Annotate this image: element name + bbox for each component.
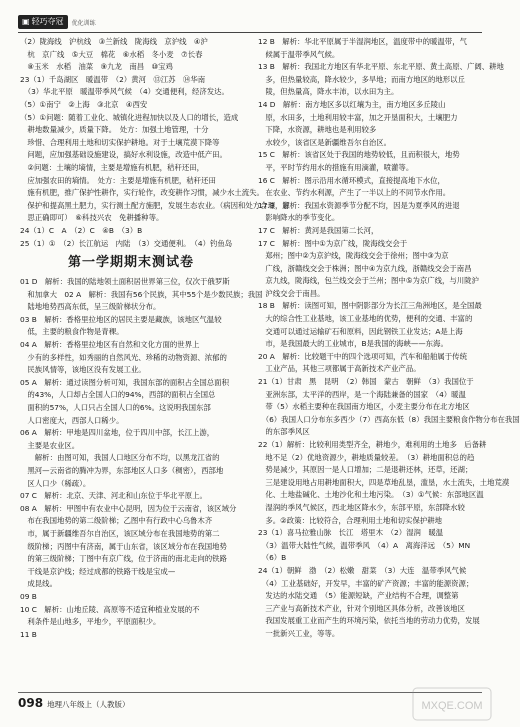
- answer-line: 解析：由图可知，我国人口地区分布不均，以黑龙江省的: [20, 453, 220, 463]
- answer-line: 07 C 解析：北京、天津、河北和山东位于华北平原上。: [20, 491, 207, 501]
- answer-line: 12 B 解析：华北平原属于半湿润地区，温度带中的暖温带，气: [258, 37, 467, 46]
- answer-line: 应加强农田的墒情。 处方：主要是增施有机肥，秸秆还田: [20, 175, 216, 185]
- answer-line: 人口密度大，西部人口稀少。: [20, 415, 124, 425]
- answer-line: 下降，水资源，耕地也是利用较多: [258, 125, 377, 135]
- footer-subject: 地理八年级上（人教版）: [47, 700, 130, 709]
- answer-line: 低，主要的粮食作物是青稞。: [20, 327, 124, 337]
- brand-logo: [18, 15, 68, 29]
- answer-line: 利条件是山地多，平地少，平原面积少。: [20, 617, 161, 627]
- answer-line: 的东部季风区: [258, 427, 310, 437]
- answer-line: 施有机肥，推广保护性耕作，实行轮作，改变耕作习惯，减少水土流失。: [20, 188, 264, 198]
- answer-line: 大的综合性工业基地，该工业基地的优势，便利的交通、丰富的: [258, 314, 473, 324]
- section-title: 第一学期期末测试卷: [67, 255, 194, 271]
- answer-line: 思正确即可） ⑥科技兴农 免耕播种等。: [20, 213, 164, 223]
- answer-line: 主要是农业区。: [20, 440, 80, 450]
- answer-line: 珍惜、合理利用土地和切实保护耕地。对于土壤荒漠下降等: [20, 137, 220, 147]
- answer-line: 一批新兴工业，等等。: [258, 628, 340, 638]
- answer-line: ②问题：土壤的墒情，主要是增施有机肥，秸秆还田，: [20, 162, 205, 172]
- answer-line: 成昆线。: [20, 579, 57, 589]
- right-answer-column: [258, 36, 520, 641]
- answer-line: 18 B 解析：读图可知，图中阴影部分为长江三角洲地区，是全国最: [258, 301, 482, 311]
- answer-line: 20 A 解析：比较题干中的四个选项可知，汽车和船舶属于传统: [258, 351, 467, 361]
- answer-line: 10 C 解析：山地丘陵、高原等不适宜种植业发展的不: [20, 604, 200, 614]
- answer-line: 面积的57%，人口只占全国人口的6%。这说明我国东部: [20, 403, 211, 413]
- answer-line: 01 D 解析：我国的陆地领土面积居世界第三位，仅次于俄罗斯: [20, 277, 230, 287]
- answer-line: 11 B: [20, 629, 37, 639]
- answer-line: 发达的水陆交通 （5）能源短缺，产业结构不合理，调整第: [258, 591, 459, 601]
- page-header: [18, 12, 482, 33]
- answer-line: （3）华北平原 暖温带季风气候 （4）交通便利，经济发达。: [20, 87, 229, 97]
- answer-line: （4）工业基础好，开发早，丰富的矿产资源；丰富的能源资源；: [258, 578, 474, 588]
- answer-line: 原，水田多，土地利用较丰富，加之开垦面积大，土壤肥力: [258, 112, 458, 122]
- answer-line: 市，属于新疆维吾尔自治区，该区域分布在我国地势的第二: [20, 528, 220, 538]
- answer-line: （5）①南宁 ②上海 ③北京 ④西安: [20, 99, 148, 109]
- brand-subtitle: 优化训练: [71, 19, 96, 27]
- answer-line: 13 B 解析：我国北方地区有华北平原、东北平原、黄土高原、广阔、耕地: [258, 62, 504, 72]
- answer-line: 广线，浙赣线交会于株洲；图中④为京九线，浙赣线交会于南昌: [258, 263, 472, 273]
- answer-line: 14 D 解析：南方地区多以红壤为主，南方地区多丘陵山: [258, 99, 446, 109]
- answer-line: 04 A 解析：香格里拉地区有自然和文化方面的世界上: [20, 340, 200, 350]
- answer-line: 03 B 解析：香格里拉地区的居民主要是藏族，该地区气温较: [20, 314, 222, 324]
- answer-line: 24（1）C A （2）C ④B （3）B: [20, 225, 143, 235]
- answer-line: 杭 京广线 ⑤大豆 棉花 ⑥水稻 冬小麦 ⑦长春: [20, 49, 203, 59]
- answer-line: 湿润的季风气候区，西北地区降水少，东部平原，东部降水较: [258, 502, 465, 512]
- answer-line: 21（1）甘肃 黑 昆明 （2）韩国 蒙古 朝鲜 （3）我国位于: [258, 377, 474, 387]
- answer-line: 地不足（2）优地资源少，耕地质量较差。 （3）耕地面积总的趋: [258, 452, 475, 462]
- answer-line: （2）陇海线 沪杭线 ③兰新线 陇海线 京沪线 ④沪: [20, 37, 208, 46]
- answer-line: （6）B: [258, 553, 287, 563]
- answer-line: 黑河—云南省的腾冲为界，东部地区人口多（稠密），西部地: [20, 466, 224, 475]
- answer-line: 区人口少（稀疏）。: [20, 478, 91, 488]
- answer-line: 市，是我国最大的工业城市，B是我国的海峡——东海。: [258, 339, 448, 349]
- answer-line: 少有的多样性，如秀丽的自然风光、珍稀的动物资源、浓郁的: [20, 352, 227, 362]
- brand-name: 轻巧夺冠: [31, 17, 64, 26]
- answer-line: 布在我国地势的第二级阶梯；乙图中有行政中心乌鲁木齐: [20, 516, 213, 526]
- answer-line: 多。②政策：比较符合，合理利用土地和切实保护耕地: [258, 515, 443, 525]
- answer-line: 级阶梯；丙图中有济南，属于山东省，该区域分布在我国地势: [20, 541, 227, 551]
- answer-line: 在农业、节约水利源，产生了一半以上的不同节水作用。: [258, 188, 451, 198]
- answer-line: 17 C 解析：黄河是我国第二长河，: [258, 225, 379, 235]
- answer-line: 势是减少，其原因一是人口增加；二是退耕还林，还草，还湖；: [258, 465, 473, 475]
- answer-line: 干线是京沪线；经过成都的铁路干线是宝成—: [20, 566, 176, 576]
- answer-line: ⑧玉米 水稻 油菜 ⑨九龙 南昌 ⑩宝鸡: [20, 62, 173, 72]
- answer-line: 05 A 解析：通过读图分析可知，我国东部的面积占全国总面积: [20, 377, 229, 387]
- answer-line: 民族风情等，该地区没有发展工业。: [20, 365, 146, 375]
- answer-line: 沪线交会于南昌。: [258, 288, 325, 298]
- book-icon: ▣: [22, 17, 30, 26]
- answer-line: 化、土地盐碱化、土地沙化和土地污染。 （3）①气候：东部地区温: [258, 490, 484, 500]
- answer-line: 三是建设用地占用耕地面积大，四是草地乱垦，滥垦，水土流失，土地荒漠: [258, 477, 510, 487]
- answer-line: 郑州；图中②为京沪线，陇海线交会于徐州；图中③为京: [258, 251, 449, 261]
- answer-line: 06 A 解析：甲地是四川盆地，位于四川中部，长江上游，: [20, 428, 215, 438]
- answer-line: 多，但热量较高，降水较少，多旱地；而南方地区的地形以丘: [258, 74, 465, 84]
- answer-line: 24（1）朝鲜 渤 （2）松嫩 甜菜 （3）大连 温带季风气候: [258, 565, 467, 575]
- page-footer: [18, 696, 130, 710]
- answer-line: （6）我国人口分布东多西少（7）西高东低（8）我国主要粮食作物分布在我国: [258, 414, 520, 424]
- answer-line: 带（5）水稻主要种在我国南方地区，小麦主要分布在北方地区: [258, 402, 470, 412]
- answer-line: 的第三级阶梯；丁图中有京广线，位于济南的南北走向的铁路: [20, 554, 227, 564]
- answer-line: 耕地数量减少，质量下降。 处方：加强土地管理，十分: [20, 125, 209, 135]
- answer-line: 22（1）解析：比较利用类型齐全，耕地少，难利用的土地多 后备耕: [258, 440, 487, 449]
- answer-line: 候属于温带季风气候。: [258, 49, 340, 59]
- answer-line: 15 C 解析：该省区处于我国的地势较低，且而积很大，地势: [258, 150, 460, 160]
- watermark-logo: [412, 687, 492, 721]
- answer-line: 影响降水的季节变化。: [258, 213, 340, 223]
- answer-line: 25（1）① （2）长江航运 内陆 （3）交通便利。 （4）钓鱼岛: [20, 238, 233, 248]
- answer-line: （5）①问题：随着工业化、城镇化进程加快以及人口的增长，造成: [20, 112, 239, 122]
- answer-line: 水较少，该省区是新疆维吾尔自治区。: [258, 137, 392, 147]
- answer-line: 平，平时节约用水的措施有用滴灌，喷灌等。: [258, 162, 414, 172]
- answer-line: 京九线，陇海线，包兰线交会于兰州；图中⑤为京广线，与川陇沪: [258, 276, 479, 286]
- answer-line: 陵，但热量高，降水丰沛，以水田为主。: [258, 87, 399, 97]
- answer-line: 17 B 解析：我国水资源季节分配不均，因是为夏季风的进退: [258, 200, 460, 210]
- answer-line: 工业产品，其他三项都属于高新技术产业产品。: [258, 364, 421, 374]
- answer-line: 23（1）喜马拉雅山脉 长江 塔里木 （2）湿润 暖温: [258, 528, 444, 538]
- answer-line: 和加拿大 02 A 解析：我国有56个民族，其中55个是少数民族；我国: [20, 289, 263, 299]
- answer-line: 交通可以通过运输矿石和原料，因此钢铁工业发达；A是上海: [258, 326, 463, 336]
- answer-line: （3）温带大陆性气候，温带季风 （4）A 离海洋远 （5）MN: [258, 540, 471, 550]
- answer-line: 08 A 解析：甲图中有农业中心昆明，因为位于云南省，该区域分: [20, 503, 237, 513]
- answer-line: 三产业与高新技术产业，针对个别地区具体分析，改善该地区: [258, 603, 465, 613]
- answer-line: 亚洲东部，太平洋的西岸，是一个海陆兼备的国家 （4）暖温: [258, 389, 466, 399]
- answer-line: 问题，应加强基础设施建设，搞好水利设施，改造中低产田。: [20, 150, 227, 160]
- answer-line: 23（1）千岛湖区 暖温带 （2）黄河 ⑬江苏 ⑭华南: [20, 74, 206, 84]
- answer-line: 17 C 解析：图中①为京广线，陇海线交会于: [258, 238, 408, 248]
- answer-line: 我国发展重工业而产生的环境污染，依托当地的劳动力优势，发展: [258, 616, 480, 626]
- watermark-text: MXQE.COM: [421, 700, 483, 712]
- answer-line: 09 B: [20, 591, 37, 601]
- answer-line: 保护和提高黑土肥力，实行测土配方施肥，发展生态农业。（病因和处方合理，意: [20, 200, 290, 210]
- answer-line: 陆地地势西高东低，呈三级阶梯状分布。: [20, 302, 161, 312]
- answer-line: 16 C 解析：图示沿用水循环模式，直接提高地下水位，: [258, 175, 445, 185]
- page-number: 098: [18, 696, 44, 710]
- answer-line: 的43%，人口却占全国人口的94%，西部的面积占全国总: [20, 390, 216, 400]
